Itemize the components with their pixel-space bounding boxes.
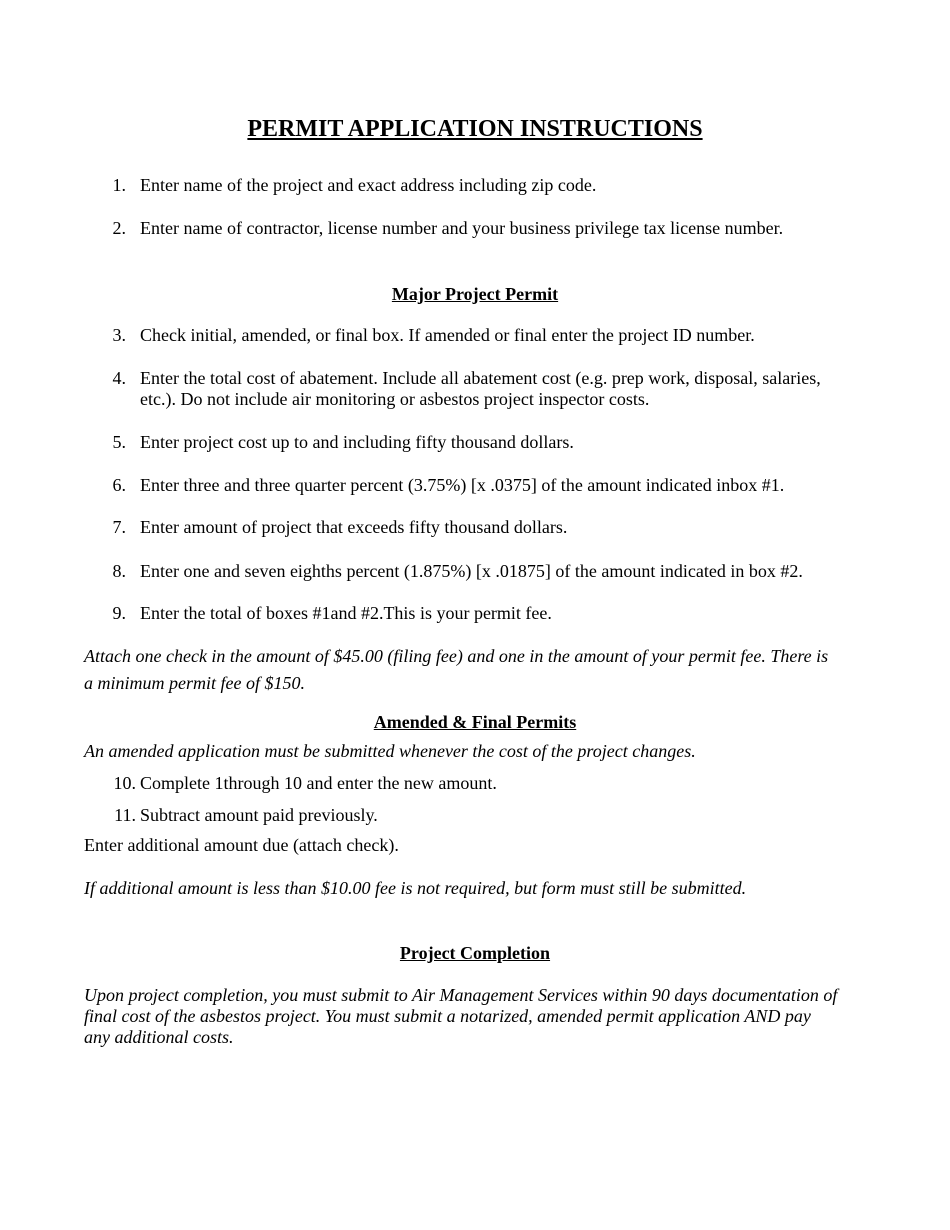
item-text (140, 368, 860, 410)
item-number: 5. (112, 432, 126, 452)
item-number: 3. (112, 325, 126, 345)
section-heading-project-completion: Project Completion (399, 943, 551, 963)
item-number: 10. (113, 773, 136, 793)
item-text: Enter name of contractor, license number and your business privilege tax license number. (140, 218, 784, 238)
additional-amount-text: Enter additional amount due (attach check). (84, 835, 399, 855)
item-number: 11. (114, 805, 136, 825)
filing-fee-note (84, 643, 874, 697)
completion-line: final cost of the asbestos project. You must submit a notarized, amended permit application AND pay (84, 1006, 811, 1026)
item-number: 1. (112, 175, 126, 195)
item-text: Enter project cost up to and including fifty thousand dollars. (140, 432, 574, 452)
item-number: 4. (112, 368, 126, 388)
amended-intro: An amended application must be submitted whenever the cost of the project changes. (84, 741, 696, 761)
completion-line: any additional costs. (84, 1027, 234, 1047)
item-number: 2. (112, 218, 126, 238)
section-heading-major-project-permit: Major Project Permit (391, 284, 559, 304)
section-heading-amended-final-permits: Amended & Final Permits (373, 712, 577, 732)
item-text-line: etc.). Do not include air monitoring or asbestos project inspector costs. (140, 389, 650, 409)
completion-paragraph (84, 985, 874, 1048)
item-number: 7. (112, 517, 126, 537)
item-text: Enter three and three quarter percent (3.75%) [x .0375] of the amount indicated inbox #1. (140, 475, 785, 495)
item-text: Enter the total of boxes #1and #2.This is your permit fee. (140, 603, 552, 623)
item-text: Enter name of the project and exact address including zip code. (140, 175, 597, 195)
note-line: a minimum permit fee of $150. (84, 673, 305, 693)
item-number: 8. (112, 561, 126, 581)
item-text: Check initial, amended, or final box. If amended or final enter the project ID number. (140, 325, 755, 345)
item-text: Subtract amount paid previously. (140, 805, 378, 825)
additional-amount-note: If additional amount is less than $10.00 fee is not required, but form must still be submitted. (84, 878, 747, 898)
note-line: Attach one check in the amount of $45.00 (filing fee) and one in the amount of your permit fee. There is (84, 646, 829, 666)
item-number: 6. (112, 475, 126, 495)
page-title: PERMIT APPLICATION INSTRUCTIONS (247, 116, 703, 142)
item-text-line: Enter the total cost of abatement. Include all abatement cost (e.g. prep work, disposal, salaries, (140, 368, 821, 388)
completion-line: Upon project completion, you must submit to Air Management Services within 90 days documentation of (84, 985, 838, 1005)
item-text: Enter one and seven eighths percent (1.875%) [x .01875] of the amount indicated in box #2. (140, 561, 803, 581)
item-text: Enter amount of project that exceeds fifty thousand dollars. (140, 517, 568, 537)
item-number: 9. (112, 603, 126, 623)
item-text: Complete 1through 10 and enter the new amount. (140, 773, 497, 793)
